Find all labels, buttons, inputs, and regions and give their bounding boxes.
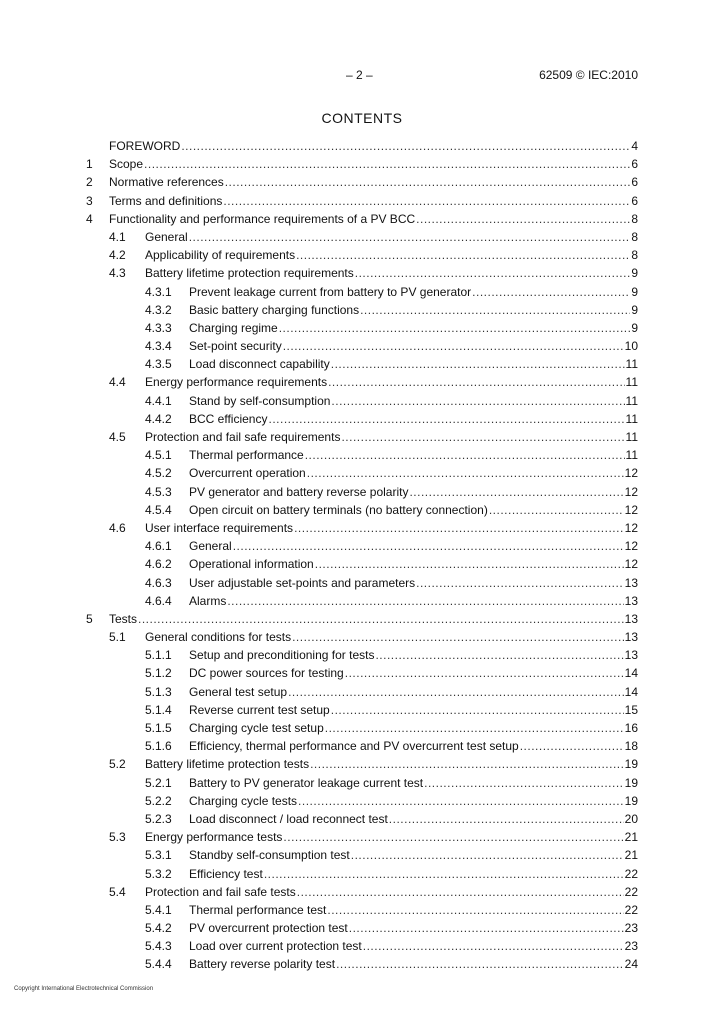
toc-entry-label: Battery lifetime protection tests: [145, 757, 310, 772]
toc-entry-number: 5.4: [109, 884, 126, 899]
toc-entry-number: 4.5.3: [145, 484, 172, 499]
toc-entry-page: 6: [631, 193, 638, 208]
toc-entry[interactable]: [86, 155, 638, 173]
toc-entry[interactable]: [86, 428, 638, 446]
toc-dot-leader: [327, 901, 623, 919]
toc-entry-label: FOREWORD: [109, 139, 181, 153]
toc-dot-leader: [345, 664, 624, 682]
toc-entry[interactable]: [86, 392, 638, 410]
toc-entry-label: General conditions for tests: [145, 630, 292, 645]
toc-entry-page: 11: [625, 375, 638, 390]
toc-entry[interactable]: [86, 501, 638, 519]
toc-entry[interactable]: [86, 937, 638, 955]
toc-entry-page: 9: [631, 320, 638, 335]
toc-entry-number: 5.2: [109, 757, 126, 772]
toc-entry-page: 16: [624, 721, 638, 735]
toc-entry-label: Load disconnect / load reconnect test: [189, 811, 388, 826]
toc-entry[interactable]: [86, 537, 638, 555]
toc-entry-page: 4: [631, 139, 638, 153]
toc-entry-page: 12: [624, 484, 638, 499]
toc-entry-label: Battery to PV generator leakage current test: [189, 775, 424, 790]
toc-entry[interactable]: [86, 483, 638, 501]
toc-entry-label: Thermal performance: [189, 448, 304, 463]
toc-dot-leader: [349, 919, 624, 937]
toc-dot-leader: [325, 719, 624, 737]
toc-entry[interactable]: [86, 228, 638, 246]
toc-entry-number: 4.6.3: [145, 575, 172, 590]
toc-entry-page: 22: [624, 884, 638, 899]
toc-entry[interactable]: [86, 173, 638, 191]
toc-dot-leader: [223, 192, 630, 210]
toc-entry[interactable]: [86, 955, 638, 973]
table-of-contents: [86, 137, 638, 974]
toc-entry-label: PV generator and battery reverse polarity: [189, 484, 409, 499]
toc-entry-label: Alarms: [189, 593, 227, 608]
toc-entry-number: 5.2.3: [145, 811, 172, 826]
toc-entry-label: Load over current protection test: [189, 939, 362, 954]
toc-entry-label: DC power sources for testing: [189, 666, 344, 681]
toc-entry-label: Protection and fail safe requirements: [145, 430, 341, 444]
toc-entry-label: General: [145, 229, 188, 244]
toc-dot-leader: [520, 737, 624, 755]
toc-entry-label: Energy performance requirements: [145, 375, 328, 390]
toc-entry-number: 1: [86, 157, 93, 172]
toc-entry[interactable]: [86, 701, 638, 719]
toc-entry[interactable]: [86, 919, 638, 937]
toc-entry-page: 23: [624, 939, 638, 954]
toc-entry-number: 5.1.5: [145, 721, 172, 735]
toc-entry-page: 12: [624, 502, 638, 517]
toc-entry-page: 13: [624, 630, 638, 645]
toc-entry-label: Normative references: [109, 175, 224, 190]
toc-entry-number: 4.5.1: [145, 448, 172, 463]
toc-dot-leader: [264, 865, 624, 883]
toc-entry-number: 5.1.6: [145, 739, 172, 754]
toc-entry-label: Setup and preconditioning for tests: [189, 648, 375, 663]
toc-entry-number: 4.2: [109, 248, 126, 263]
copyright-footer: Copyright International Electrotechnical Commission: [14, 986, 154, 992]
toc-entry-label: Efficiency, thermal performance and PV overcurrent test setup: [189, 739, 519, 754]
toc-entry-number: 4.4: [109, 375, 126, 390]
toc-entry-label: PV overcurrent protection test: [189, 921, 348, 936]
toc-entry[interactable]: [86, 592, 638, 610]
page-header: [0, 68, 724, 84]
toc-entry[interactable]: [86, 755, 638, 773]
toc-entry-label: BCC efficiency: [189, 411, 268, 426]
toc-entry-label: Scope: [109, 157, 144, 172]
toc-entry-number: 5.4.1: [145, 902, 172, 917]
toc-entry-label: Stand by self-consumption: [189, 393, 331, 408]
toc-dot-leader: [288, 683, 624, 701]
toc-entry-number: 5.3: [109, 830, 126, 845]
toc-entry[interactable]: [86, 246, 638, 264]
toc-entry-page: 10: [624, 339, 638, 354]
toc-entry-page: 22: [624, 902, 638, 917]
toc-entry-page: 18: [624, 739, 638, 754]
toc-dot-leader: [409, 483, 623, 501]
toc-entry-number: 4.5.4: [145, 502, 172, 517]
toc-entry-number: 4: [86, 211, 93, 226]
toc-entry[interactable]: [86, 846, 638, 864]
toc-entry-page: 21: [624, 830, 638, 845]
toc-entry-page: 14: [624, 684, 638, 699]
toc-dot-leader: [360, 301, 630, 319]
toc-entry-label: General test setup: [189, 684, 288, 699]
toc-entry-label: Applicability of requirements: [145, 248, 296, 263]
toc-dot-leader: [189, 228, 631, 246]
toc-entry-number: 3: [86, 193, 93, 208]
toc-entry[interactable]: [86, 865, 638, 883]
toc-entry[interactable]: [86, 810, 638, 828]
toc-entry-number: 5.2.1: [145, 775, 172, 790]
toc-entry[interactable]: [86, 719, 638, 737]
toc-entry-page: 19: [624, 757, 638, 772]
toc-dot-leader: [355, 264, 631, 282]
toc-dot-leader: [331, 392, 624, 410]
toc-entry-number: 5.1.2: [145, 666, 172, 681]
toc-entry-number: 4.3.2: [145, 302, 172, 317]
toc-dot-leader: [416, 574, 624, 592]
toc-dot-leader: [472, 283, 630, 301]
toc-entry[interactable]: [86, 828, 638, 846]
toc-entry[interactable]: [86, 737, 638, 755]
toc-entry-number: 4.3.1: [145, 284, 172, 299]
toc-entry-number: 5.4.2: [145, 921, 172, 936]
toc-entry-page: 12: [624, 520, 638, 535]
toc-entry-page: 13: [624, 648, 638, 663]
toc-entry-page: 19: [624, 775, 638, 790]
toc-dot-leader: [298, 792, 624, 810]
toc-entry[interactable]: [86, 192, 638, 210]
toc-entry-label: Protection and fail safe tests: [145, 884, 296, 899]
toc-entry-label: Terms and definitions: [109, 193, 223, 208]
toc-entry-label: Reverse current test setup: [189, 702, 330, 717]
toc-entry[interactable]: [86, 901, 638, 919]
toc-dot-leader: [424, 774, 624, 792]
toc-dot-leader: [416, 210, 630, 228]
toc-entry-page: 11: [625, 448, 638, 463]
contents-title: CONTENTS: [321, 110, 403, 126]
toc-entry[interactable]: [86, 519, 638, 537]
toc-entry-number: 4.3.5: [145, 357, 172, 372]
toc-entry-number: 5.3.1: [145, 848, 172, 863]
toc-entry[interactable]: [86, 337, 638, 355]
toc-entry-number: 5.1.3: [145, 684, 172, 699]
toc-entry[interactable]: [86, 683, 638, 701]
toc-entry-number: 4.3: [109, 266, 126, 281]
toc-entry-number: 5: [86, 611, 93, 626]
toc-dot-leader: [283, 337, 624, 355]
toc-dot-leader: [489, 501, 624, 519]
toc-dot-leader: [336, 955, 624, 973]
toc-entry-page: 13: [624, 593, 638, 608]
toc-entry-page: 14: [624, 666, 638, 681]
toc-dot-leader: [181, 137, 630, 155]
toc-entry-label: General: [189, 539, 232, 554]
toc-entry-number: 5.4.4: [145, 957, 172, 972]
toc-entry[interactable]: [86, 301, 638, 319]
toc-entry-page: 11: [625, 411, 638, 426]
toc-entry-label: Set-point security: [189, 339, 282, 354]
toc-entry-page: 11: [625, 357, 638, 372]
toc-entry-label: Operational information: [189, 557, 314, 572]
toc-entry[interactable]: [86, 446, 638, 464]
toc-entry-label: Charging cycle test setup: [189, 721, 324, 735]
toc-entry-page: 21: [624, 848, 638, 863]
toc-entry-page: 15: [624, 702, 638, 717]
toc-entry-label: Basic battery charging functions: [189, 302, 360, 317]
toc-entry-number: 4.3.3: [145, 320, 172, 335]
toc-entry-number: 4.6.1: [145, 539, 172, 554]
toc-entry-page: 12: [624, 557, 638, 572]
toc-entry-page: 11: [625, 393, 638, 408]
toc-entry-page: 9: [631, 266, 638, 281]
toc-entry-number: 2: [86, 175, 93, 190]
toc-dot-leader: [328, 373, 624, 391]
toc-entry-number: 5.4.3: [145, 939, 172, 954]
toc-entry-label: Functionality and performance requirements of a PV BCC: [109, 211, 416, 226]
toc-entry[interactable]: [86, 792, 638, 810]
toc-entry-page: 24: [624, 957, 638, 972]
toc-entry-page: 12: [624, 539, 638, 554]
toc-entry-label: Open circuit on battery terminals (no battery connection): [189, 502, 488, 517]
toc-entry[interactable]: [86, 410, 638, 428]
toc-entry-number: 4.6.4: [145, 593, 172, 608]
toc-entry[interactable]: [86, 774, 638, 792]
toc-entry-label: Battery reverse polarity test: [189, 957, 336, 972]
toc-entry[interactable]: [86, 646, 638, 664]
toc-entry-page: 19: [624, 793, 638, 808]
toc-entry-page: 8: [631, 229, 638, 244]
toc-entry[interactable]: [86, 264, 638, 282]
toc-entry[interactable]: [86, 628, 638, 646]
toc-entry-number: 4.1: [109, 229, 126, 244]
toc-entry-label: Standby self-consumption test: [189, 848, 350, 863]
toc-dot-leader: [307, 464, 624, 482]
toc-entry[interactable]: [86, 283, 638, 301]
toc-entry-page: 9: [631, 302, 638, 317]
document-id: 62509 © IEC:2010: [539, 68, 638, 82]
toc-dot-leader: [375, 646, 623, 664]
toc-entry-page: 22: [624, 866, 638, 881]
toc-entry-number: 4.6: [109, 520, 126, 535]
toc-entry[interactable]: [86, 574, 638, 592]
toc-dot-leader: [305, 446, 625, 464]
toc-entry-number: 4.6.2: [145, 557, 172, 572]
toc-dot-leader: [351, 846, 624, 864]
toc-entry-label: User adjustable set-points and parameters: [189, 575, 416, 590]
toc-dot-leader: [389, 810, 624, 828]
toc-entry-label: User interface requirements: [145, 520, 294, 535]
toc-entry-page: 6: [631, 157, 638, 172]
toc-entry[interactable]: [86, 210, 638, 228]
toc-entry-label: Charging regime: [189, 320, 278, 335]
toc-entry-label: Overcurrent operation: [189, 466, 306, 481]
toc-entry-label: Prevent leakage current from battery to PV generator: [189, 284, 472, 299]
toc-entry[interactable]: [86, 137, 638, 155]
toc-dot-leader: [331, 355, 625, 373]
toc-entry-number: 4.4.2: [145, 411, 172, 426]
toc-dot-leader: [292, 628, 624, 646]
toc-dot-leader: [310, 755, 624, 773]
toc-entry[interactable]: [86, 373, 638, 391]
toc-dot-leader: [144, 155, 630, 173]
toc-entry-page: 13: [624, 575, 638, 590]
toc-entry-number: 5.1.1: [145, 648, 172, 663]
toc-entry-label: Tests: [109, 611, 138, 626]
toc-dot-leader: [296, 246, 630, 264]
toc-entry-page: 11: [625, 430, 638, 444]
toc-entry[interactable]: [86, 610, 638, 628]
toc-entry-label: Energy performance tests: [145, 830, 283, 845]
toc-entry[interactable]: [86, 319, 638, 337]
toc-dot-leader: [268, 410, 624, 428]
toc-entry-label: Battery lifetime protection requirements: [145, 266, 354, 281]
toc-entry-number: 4.5: [109, 430, 126, 444]
toc-entry-label: Charging cycle tests: [189, 793, 298, 808]
toc-dot-leader: [283, 828, 623, 846]
toc-entry-number: 5.3.2: [145, 866, 172, 881]
toc-entry-number: 5.1.4: [145, 702, 172, 717]
toc-entry-page: 9: [631, 284, 638, 299]
toc-entry-number: 4.3.4: [145, 339, 172, 354]
toc-entry-number: 4.5.2: [145, 466, 172, 481]
toc-entry[interactable]: [86, 464, 638, 482]
toc-dot-leader: [363, 937, 624, 955]
page-number: – 2 –: [346, 68, 373, 82]
toc-dot-leader: [315, 555, 624, 573]
toc-entry-page: 13: [624, 611, 638, 626]
toc-entry-page: 23: [624, 921, 638, 936]
toc-entry-page: 12: [624, 466, 638, 481]
toc-entry[interactable]: [86, 355, 638, 373]
toc-entry-label: Load disconnect capability: [189, 357, 330, 372]
toc-dot-leader: [138, 610, 624, 628]
toc-dot-leader: [297, 883, 624, 901]
toc-entry-page: 20: [624, 811, 638, 826]
toc-dot-leader: [225, 173, 631, 191]
toc-entry[interactable]: [86, 555, 638, 573]
toc-dot-leader: [294, 519, 624, 537]
toc-entry-number: 5.2.2: [145, 793, 172, 808]
toc-dot-leader: [331, 701, 624, 719]
toc-entry-label: Efficiency test: [189, 866, 263, 881]
toc-entry-page: 6: [631, 175, 638, 190]
toc-entry-page: 8: [631, 248, 638, 263]
toc-entry[interactable]: [86, 664, 638, 682]
toc-entry-number: 5.1: [109, 630, 126, 645]
toc-dot-leader: [233, 537, 624, 555]
toc-dot-leader: [279, 319, 631, 337]
toc-entry[interactable]: [86, 883, 638, 901]
toc-dot-leader: [341, 428, 624, 446]
toc-entry-page: 8: [631, 211, 638, 226]
toc-dot-leader: [227, 592, 623, 610]
toc-entry-label: Thermal performance test: [189, 902, 327, 917]
toc-entry-number: 4.4.1: [145, 393, 172, 408]
